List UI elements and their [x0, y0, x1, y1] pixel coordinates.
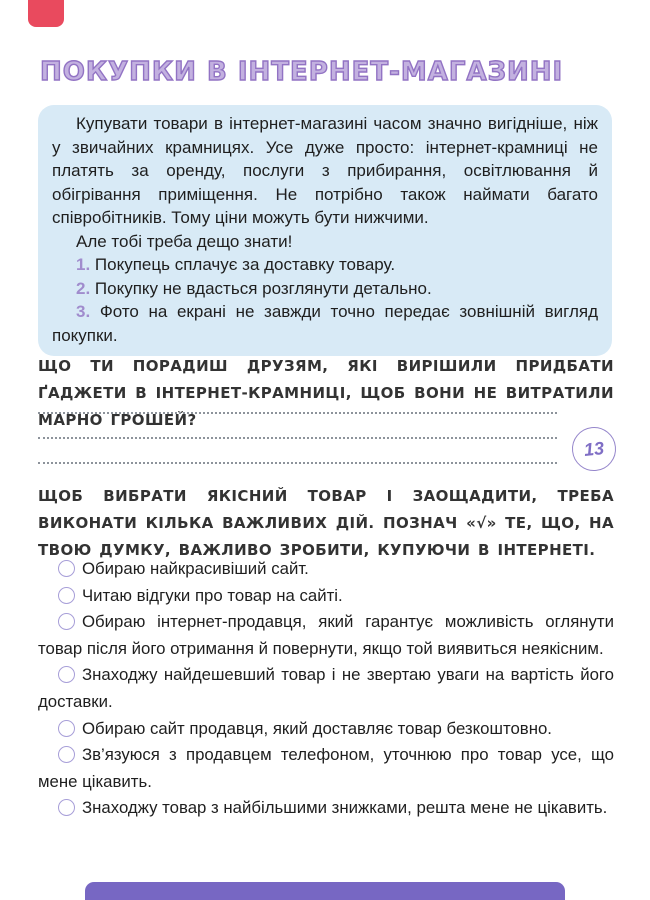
- info-paragraph: Але тобі треба дещо знати!: [76, 231, 293, 251]
- page-number: 13: [582, 437, 605, 460]
- checkbox-circle[interactable]: [58, 587, 75, 604]
- bottom-bookmark-bar: [85, 882, 565, 900]
- info-paragraphs: [52, 112, 598, 253]
- numbered-item: [52, 277, 598, 301]
- option-text: Зв’язуюся з продавцем телефоном, уточнюю про товар усе, що мене цікавить.: [38, 745, 614, 791]
- item-number: 2.: [76, 278, 91, 298]
- task1-question: ЩО ТИ ПОРАДИШ ДРУЗЯМ, ЯКІ ВИРІШИЛИ ПРИДБАТИ ҐАДЖЕТИ В ІНТЕРНЕТ-КРАМНИЦІ, ЩОБ ВОНИ НЕ ВИТРАТИЛИ МАРНО ГРОШЕЙ?: [38, 357, 614, 429]
- item-text: Покупець сплачує за доставку товару.: [94, 255, 396, 274]
- page-title: ПОКУПКИ В ІНТЕРНЕТ-МАГАЗИНІ: [40, 57, 564, 87]
- option-text: Знаходжу товар з найбільшими знижками, решта мене не цікавить.: [82, 798, 608, 818]
- checklist-option: [38, 662, 614, 715]
- checkbox-circle[interactable]: [58, 746, 75, 763]
- item-number: 3.: [76, 302, 91, 321]
- checkbox-circle[interactable]: [58, 799, 75, 816]
- option-text: Читаю відгуки про товар на сайті.: [82, 585, 343, 605]
- task2-checklist: [38, 556, 614, 822]
- checklist-option: [38, 609, 614, 662]
- task2-instruction: ЩОБ ВИБРАТИ ЯКІСНИЙ ТОВАР І ЗАОЩАДИТИ, ТРЕБА ВИКОНАТИ КІЛЬКА ВАЖЛИВИХ ДІЙ. ПОЗНАЧ «√» ТЕ, ЩО, НА ТВОЮ ДУМКУ, ВАЖЛИВО ЗРОБИТИ, КУПУЮЧИ В ІНТЕРНЕТІ.: [38, 487, 614, 559]
- corner-bookmark-tab: [28, 0, 64, 27]
- item-number: 1.: [76, 255, 91, 274]
- answer-line[interactable]: [38, 412, 557, 414]
- info-numbered-list: [52, 253, 598, 347]
- option-text: Обираю сайт продавця, який доставляє товар безкоштовно.: [82, 718, 552, 738]
- item-text: Фото на екрані не завжди точно передає зовнішній вигляд покупки.: [52, 302, 598, 345]
- checkbox-circle[interactable]: [58, 560, 75, 577]
- option-text: Знаходжу найдешевший товар і не звертаю уваги на вартість його доставки.: [38, 665, 614, 711]
- answer-line[interactable]: [38, 462, 557, 464]
- numbered-item: [52, 253, 598, 277]
- option-text: Обираю найкрасивіший сайт.: [82, 559, 309, 578]
- checklist-option: [38, 716, 614, 743]
- numbered-item: [52, 300, 598, 347]
- checklist-option: [38, 556, 614, 583]
- info-paragraph: Купувати товари в інтернет-магазині часом значно вигідніше, ніж у звичайних крамницях. Усе дуже просто: інтернет-крамниці не платять за оренду, послуги з прибирання, освітлювання й обігрівання приміщення. Не потрібно також наймати багато співробітників. Тому ціни можуть бути нижчими.: [52, 114, 598, 227]
- checklist-option: [38, 583, 614, 610]
- answer-line[interactable]: [38, 437, 557, 439]
- checklist-option: [38, 795, 614, 822]
- item-text: Покупку не вдасться розглянути детально.: [94, 278, 432, 298]
- info-box: [38, 105, 612, 356]
- checkbox-circle[interactable]: [58, 720, 75, 737]
- checkbox-circle[interactable]: [58, 613, 75, 630]
- option-text: Обираю інтернет-продавця, який гарантує можливість оглянути товар після його отримання й повернути, якщо той виявиться неякісним.: [38, 612, 614, 658]
- checklist-option: [38, 742, 614, 795]
- checkbox-circle[interactable]: [58, 666, 75, 683]
